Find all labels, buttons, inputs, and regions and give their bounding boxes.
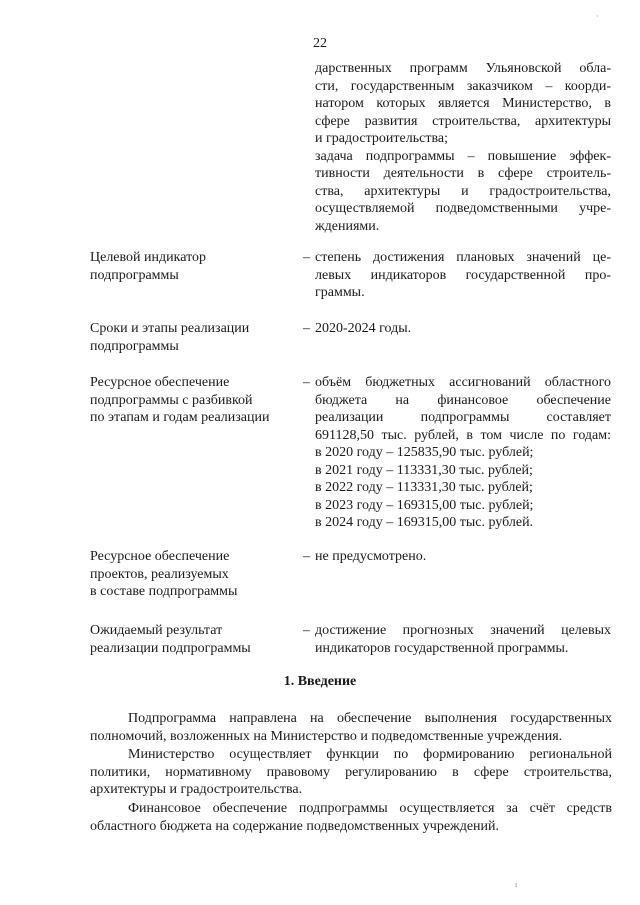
paragraph: Министерство осуществляет функции по формированию региональной политики, нормативному правовому регулированию в сфере строительства, архитектуры и градостроительства. [90, 747, 612, 797]
text-line: тивности деятельности в сфере строитель- [315, 166, 611, 181]
paragraph: Финансовое обеспечение подпрограммы осуществляется за счёт средств областного бюджета на содержание подведомственных учреждений. [90, 801, 612, 834]
section-title: 1. Введение [283, 674, 357, 689]
row-label-resources: Ресурсное обеспечение подпрограммы с разбивкой по этапам и годам реализации [90, 375, 270, 425]
row-label-projects-resources: Ресурсное обеспечение проектов, реализуемых в составе подпрограммы [90, 549, 238, 599]
row-label-target-indicator: Целевой индикатор подпрограммы [90, 250, 207, 283]
text-line: натором которых является Министерство, в [315, 96, 611, 111]
dash-separator: – [303, 549, 310, 564]
text-line: сти, государственным заказчиком – коорди- [315, 78, 611, 94]
row-value-target-indicator: степень достижения плановых значений це- левых индикаторов государственной про- граммы. [315, 250, 611, 300]
text-line: задача подпрограммы – повышение эффек- [315, 148, 611, 164]
text-line: ждениями. [315, 218, 380, 234]
scan-speck: · [596, 12, 599, 21]
dash-separator: – [303, 321, 310, 336]
scan-speck: ı [515, 880, 518, 889]
dash-separator: – [303, 250, 310, 265]
row-value-resources: объём бюджетных ассигнований областного бюджета на финансовое обеспечение реализации подпрограммы составляет 691128,50 тыс. рублей, в том числе по годам: в 2020 году – 125835,90 тыс. рублей; в 2021 году – 113331,30 тыс. рублей; в 2022 году – 113331,30 тыс. рублей; в 2023 году – 169315,00 тыс. рублей; в 2024 году – 169315,00 тыс. рублей. [315, 375, 611, 530]
dash-separator: – [303, 623, 310, 638]
paragraph: Подпрограмма направлена на обеспечение выполнения государственных полномочий, возложенных на Министерство и подведомственные учреждения. [90, 711, 612, 744]
row-value-terms: 2020-2024 годы. [315, 321, 412, 336]
text-line: осуществляемой подведомственными учре- [315, 201, 611, 216]
text-line: сфере развития строительства, архитектуры [315, 113, 611, 129]
row-value-expected-result: достижение прогнозных значений целевых индикаторов государственной программы. [315, 623, 611, 656]
dash-separator: – [303, 375, 310, 390]
text-line: дарственных программ Ульяновской обла- [315, 61, 611, 76]
row-label-terms: Сроки и этапы реализации подпрограммы [90, 321, 250, 354]
row-value-projects-resources: не предусмотрено. [315, 549, 427, 564]
goal-continuation-block [315, 60, 611, 235]
text-line: и градостроительства; [315, 131, 448, 146]
text-line: ства, архитектуры и градостроительства, [315, 183, 611, 199]
row-label-expected-result: Ожидаемый результат реализации подпрограммы [90, 623, 251, 656]
page-number: 22 [313, 36, 327, 51]
